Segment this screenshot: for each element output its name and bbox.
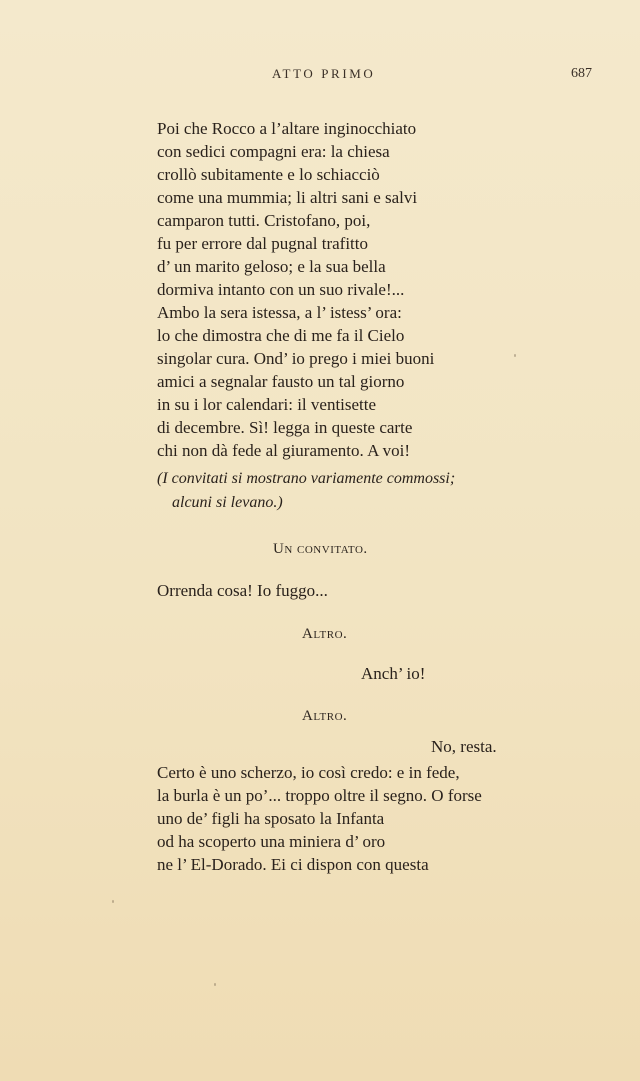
verse-line: Poi che Rocco a l’altare inginocchiato: [157, 119, 417, 138]
verse-line: la burla è un po’... troppo oltre il segno. O forse: [157, 786, 482, 805]
running-title: ATTO PRIMO: [272, 66, 376, 81]
verse-line: in su i lor calendari: il ventisette: [157, 395, 377, 414]
paper-speck: [514, 354, 516, 357]
verse-line: crollò subitamente e lo schiacciò: [157, 165, 380, 184]
verse-line: singolar cura. Ond’ io prego i miei buoni: [157, 349, 435, 368]
verse-line: camparon tutti. Cristofano, poi,: [157, 211, 371, 230]
verse-line: fu per errore dal pugnal trafitto: [157, 234, 368, 253]
paper-speck: [112, 900, 114, 903]
stage-direction-line: alcuni si levano.): [172, 494, 283, 511]
stage-direction-line: (I convitati si mostrano variamente commossi;: [157, 470, 456, 487]
verse-line: No, resta.: [431, 737, 497, 756]
verse-line: Anch’ io!: [361, 664, 426, 683]
verse-line: lo che dimostra che di me fa il Cielo: [157, 326, 405, 345]
verse-line: d’ un marito geloso; e la sua bella: [157, 257, 386, 276]
verse-line: Orrenda cosa! Io fuggo...: [157, 581, 328, 600]
speaker-name: Altro.: [302, 626, 348, 642]
verse-line: Certo è uno scherzo, io così credo: e in fede,: [157, 763, 460, 782]
verse-line: Ambo la sera istessa, a l’ istess’ ora:: [157, 303, 402, 322]
verse-line: uno de’ figli ha sposato la Infanta: [157, 809, 385, 828]
verse-line: come una mummia; li altri sani e salvi: [157, 188, 418, 207]
verse-line: chi non dà fede al giuramento. A voi!: [157, 441, 411, 460]
verse-line: ne l’ El-Dorado. Ei ci dispon con questa: [157, 855, 429, 874]
verse-line: dormiva intanto con un suo rivale!...: [157, 280, 405, 299]
speaker-name: Un convitato.: [273, 541, 368, 557]
verse-line: con sedici compagni era: la chiesa: [157, 142, 390, 161]
paper-speck: [214, 983, 216, 986]
verse-line: od ha scoperto una miniera d’ oro: [157, 832, 386, 851]
speaker-name: Altro.: [302, 708, 348, 724]
verse-line: amici a segnalar fausto un tal giorno: [157, 372, 405, 391]
verse-line: di decembre. Sì! legga in queste carte: [157, 418, 413, 437]
page-number: 687: [571, 66, 592, 81]
